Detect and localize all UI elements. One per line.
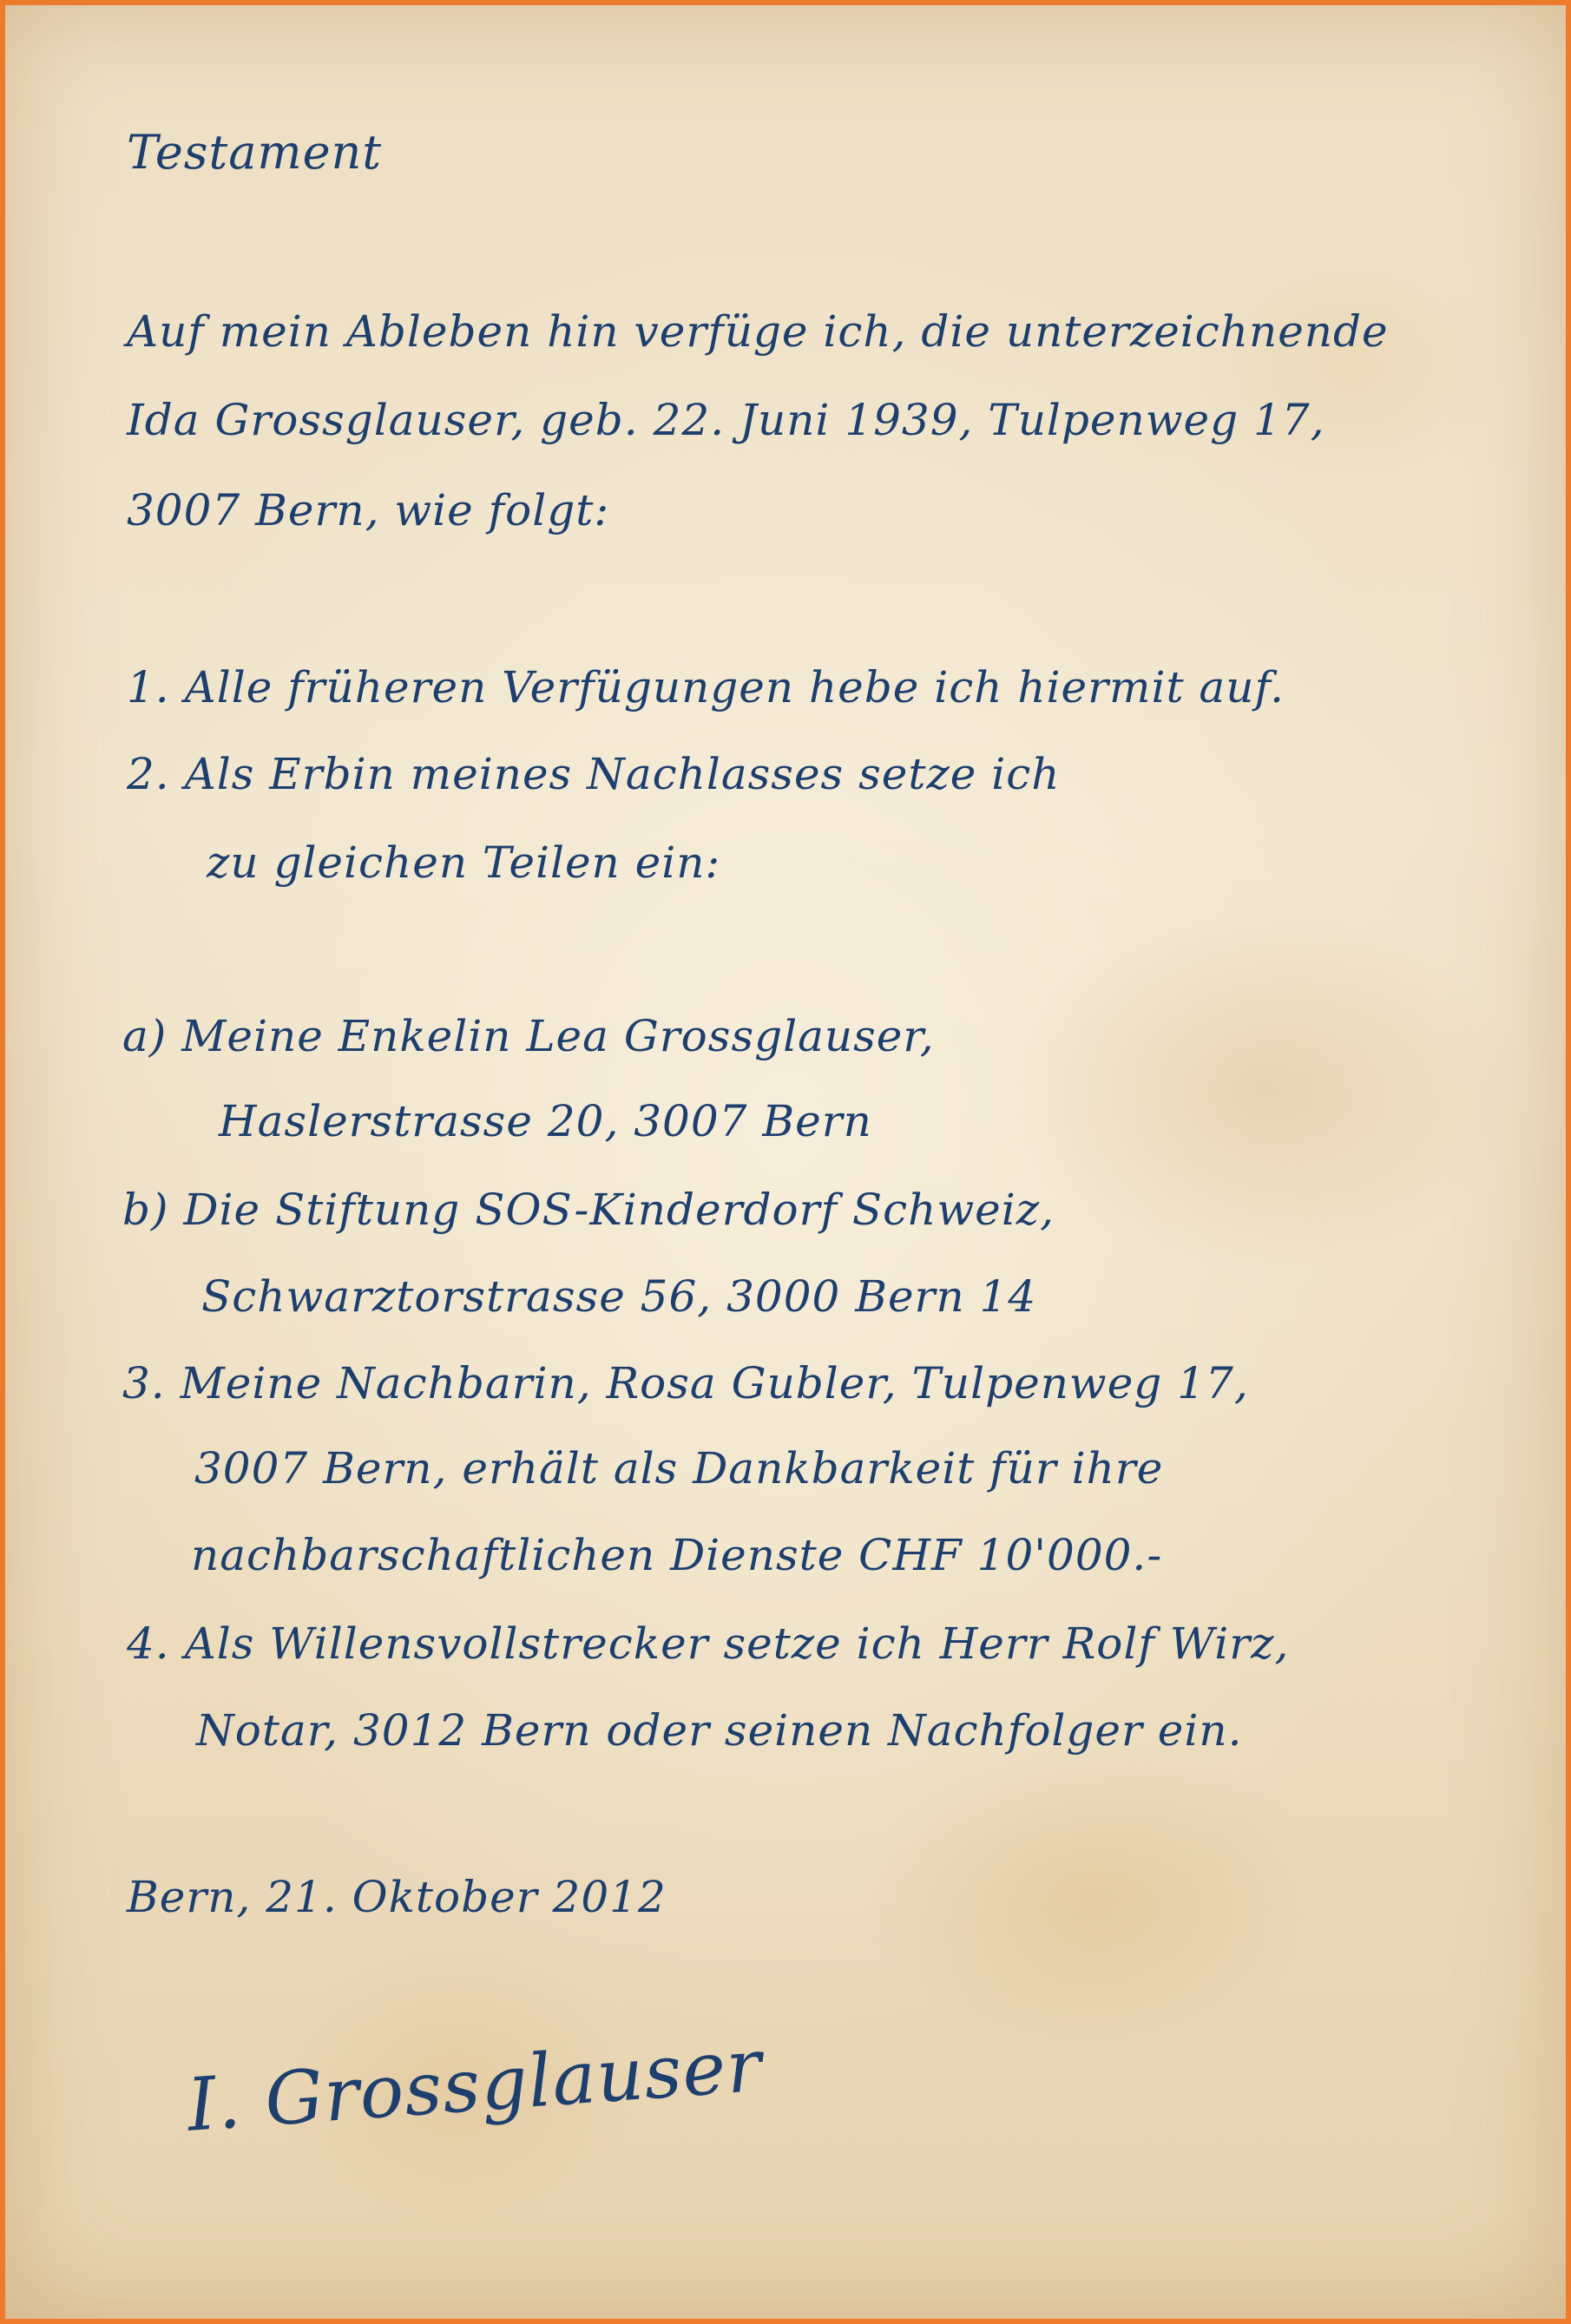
- clause-3-line-1: 3. Meine Nachbarin, Rosa Gubler, Tulpenweg 17,: [122, 1358, 1249, 1408]
- document-title: Testament: [127, 125, 383, 180]
- intro-line-2: Ida Grossglauser, geb. 22. Juni 1939, Tulpenweg 17,: [127, 395, 1325, 445]
- clause-1: 1. Alle früheren Verfügungen hebe ich hiermit auf.: [127, 662, 1285, 712]
- clause-2-line-2: zu gleichen Teilen ein:: [207, 837, 721, 888]
- clause-4-line-2: Notar, 3012 Bern oder seinen Nachfolger ein.: [196, 1705, 1243, 1756]
- intro-line-3: 3007 Bern, wie folgt:: [127, 485, 610, 535]
- clause-3-line-3: nachbarschaftlichen Dienste CHF 10'000.-: [191, 1530, 1163, 1580]
- heir-b-line-1: b) Die Stiftung SOS-Kinderdorf Schweiz,: [122, 1185, 1055, 1235]
- heir-a-line-1: a) Meine Enkelin Lea Grossglauser,: [122, 1011, 935, 1061]
- heir-a-line-2: Haslerstrasse 20, 3007 Bern: [219, 1096, 872, 1146]
- signature: I. Grossglauser: [184, 2022, 766, 2148]
- clause-3-line-2: 3007 Bern, erhält als Dankbarkeit für ihre: [194, 1443, 1164, 1494]
- clause-4-line-1: 4. Als Willensvollstrecker setze ich Herr Rolf Wirz,: [127, 1618, 1290, 1669]
- place-date: Bern, 21. Oktober 2012: [127, 1872, 667, 1922]
- heir-b-line-2: Schwarztorstrasse 56, 3000 Bern 14: [201, 1271, 1037, 1322]
- clause-2-line-1: 2. Als Erbin meines Nachlasses setze ich: [127, 749, 1061, 799]
- intro-line-1: Auf mein Ableben hin verfüge ich, die unterzeichnende: [127, 306, 1389, 357]
